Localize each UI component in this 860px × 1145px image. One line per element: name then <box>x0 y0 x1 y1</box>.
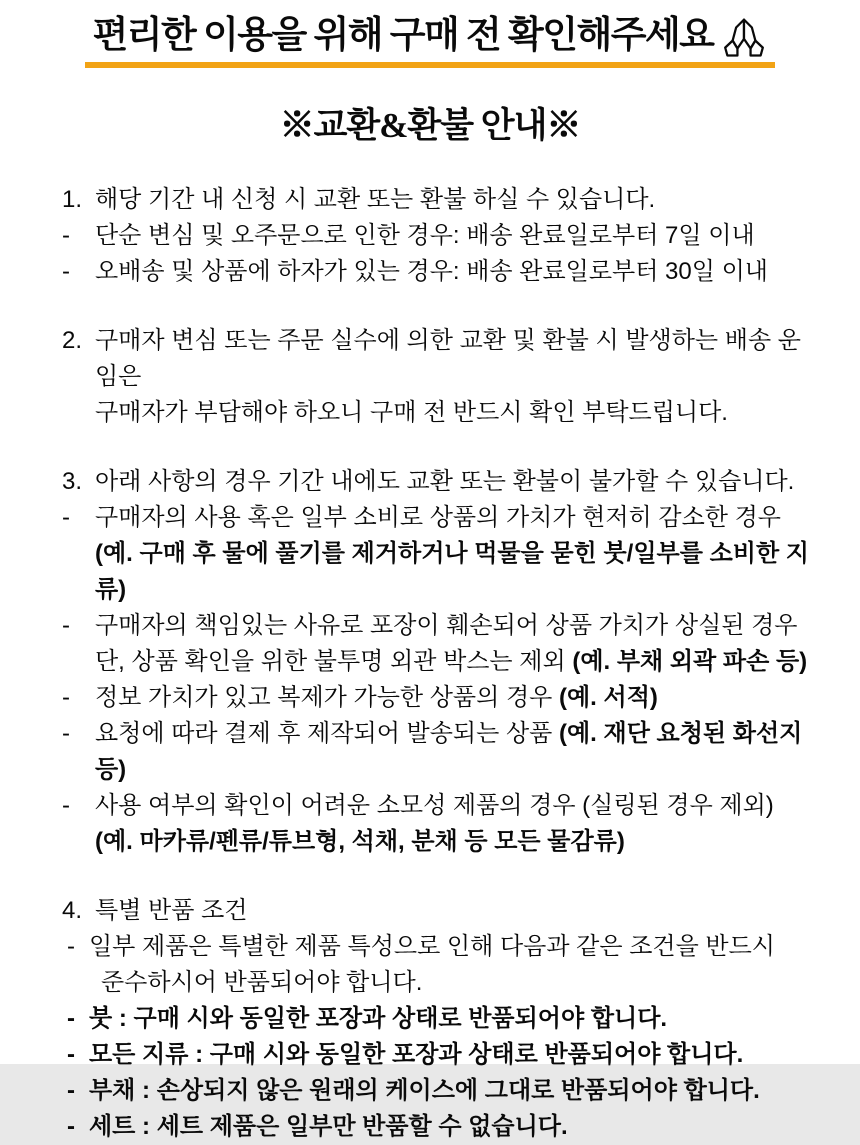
line-content <box>95 716 824 788</box>
text-run: 부채 : 손상되지 않은 원래의 케이스에 그대로 반품되어야 합니다. <box>89 1076 760 1104</box>
text-run: 단순 변심 및 오주문으로 인한 경우: 배송 완료일로부터 7일 이내 <box>95 221 755 249</box>
line-marker: - <box>62 257 70 285</box>
line-content <box>95 680 658 716</box>
line-content <box>89 1037 743 1073</box>
line-marker: - <box>62 719 70 747</box>
notice-line <box>62 464 824 500</box>
line-marker: 3. <box>62 467 83 495</box>
text-run: (예. 부채 외곽 파손 등) <box>572 647 808 675</box>
line-content <box>89 1109 568 1145</box>
text-run: 오배송 및 상품에 하자가 있는 경우: 배송 완료일로부터 30일 이내 <box>95 257 768 285</box>
text-run: 구매자가 부담해야 하오니 구매 전 반드시 확인 부탁드립니다. <box>95 398 728 426</box>
line-content <box>89 1073 760 1109</box>
text-run: 구매자의 사용 혹은 일부 소비로 상품의 가치가 현저히 감소한 경우 <box>95 503 781 531</box>
line-marker: 2. <box>62 326 83 354</box>
text-run: (예. 서적) <box>559 683 658 711</box>
line-marker: 1. <box>62 185 83 213</box>
folded-hands-icon <box>721 17 767 59</box>
text-run: 구매자의 책임있는 사유로 포장이 훼손되어 상품 가치가 상실된 경우 <box>95 611 798 639</box>
line-marker: 4. <box>62 896 83 924</box>
notice-line <box>62 500 824 536</box>
notice-line <box>62 1037 824 1073</box>
notice-line <box>62 929 824 965</box>
line-marker: - <box>67 1076 75 1104</box>
line-marker: - <box>62 683 70 711</box>
text-run: 모든 지류 : 구매 시와 동일한 포장과 상태로 반품되어야 합니다. <box>89 1040 744 1068</box>
notice-line <box>62 716 824 788</box>
line-marker: - <box>62 611 70 639</box>
notice-line <box>62 254 824 290</box>
line-content <box>95 395 728 431</box>
notice-line <box>62 323 824 395</box>
notice-header <box>0 0 860 148</box>
text-run: 세트 : 세트 제품은 일부만 반품할 수 없습니다. <box>89 1112 568 1140</box>
text-run: 준수하시어 반품되어야 합니다. <box>101 968 423 996</box>
line-marker: - <box>62 791 70 819</box>
page-title-block <box>85 16 776 68</box>
notice-body <box>0 148 860 1145</box>
notice-line <box>62 1073 824 1109</box>
line-marker: - <box>62 503 70 531</box>
notice-line <box>62 893 824 929</box>
notice-line <box>62 218 824 254</box>
line-content <box>95 323 824 395</box>
notice-section <box>62 182 824 290</box>
line-content <box>95 464 794 500</box>
text-run: (예. 재단 요청된 화선지 등) <box>95 719 809 783</box>
notice-section <box>62 464 824 860</box>
notice-section <box>62 323 824 431</box>
line-content <box>95 254 768 290</box>
text-run: 아래 사항의 경우 기간 내에도 교환 또는 환불이 불가할 수 있습니다. <box>95 467 795 495</box>
text-run: 단, 상품 확인을 위한 불투명 외관 박스는 제외 <box>95 647 573 675</box>
notice-line <box>62 965 824 1001</box>
notice-line <box>62 680 824 716</box>
notice-line <box>62 395 824 431</box>
page-title-text: 편리한 이용을 위해 구매 전 확인해주세요 <box>92 15 714 56</box>
line-content <box>95 218 755 254</box>
notice-line <box>62 1001 824 1037</box>
line-content <box>95 644 807 680</box>
text-run: (예. 구매 후 물에 풀기를 제거하거나 먹물을 묻힌 붓/일부를 소비한 지류) <box>95 539 809 603</box>
line-content <box>95 500 781 536</box>
text-run: 해당 기간 내 신청 시 교환 또는 환불 하실 수 있습니다. <box>95 185 656 213</box>
line-marker: - <box>62 221 70 249</box>
text-run: 사용 여부의 확인이 어려운 소모성 제품의 경우 (실링된 경우 제외) <box>95 791 774 819</box>
text-run: 요청에 따라 결제 후 제작되어 발송되는 상품 <box>95 719 559 747</box>
notice-line <box>62 182 824 218</box>
line-marker: - <box>67 932 75 960</box>
line-content <box>89 1001 667 1037</box>
notice-section <box>62 893 824 1145</box>
line-content <box>101 965 422 1001</box>
text-run: 일부 제품은 특별한 제품 특성으로 인해 다음과 같은 조건을 반드시 <box>89 932 775 960</box>
notice-line <box>62 644 824 680</box>
text-run: 정보 가치가 있고 복제가 가능한 상품의 경우 <box>95 683 559 711</box>
line-content <box>95 182 655 218</box>
line-content <box>95 536 824 608</box>
page-subtitle: ※교환&환불 안내※ <box>279 105 581 145</box>
line-content <box>95 788 774 824</box>
page-title <box>93 16 714 57</box>
notice-line <box>62 608 824 644</box>
notice-line <box>62 536 824 608</box>
line-marker: - <box>67 1112 75 1140</box>
line-content <box>95 893 247 929</box>
line-marker: - <box>67 1040 75 1068</box>
text-run: (예. 마카류/펜류/튜브형, 석채, 분채 등 모든 물감류) <box>95 827 625 855</box>
text-run: 붓 : 구매 시와 동일한 포장과 상태로 반품되어야 합니다. <box>89 1004 668 1032</box>
line-marker: - <box>67 1004 75 1032</box>
line-content <box>89 929 775 965</box>
text-run: 구매자 변심 또는 주문 실수에 의한 교환 및 환불 시 발생하는 배송 운임은 <box>95 326 801 390</box>
notice-line <box>62 788 824 824</box>
line-content <box>95 608 798 644</box>
line-content <box>95 824 625 860</box>
text-run: 특별 반품 조건 <box>95 896 248 924</box>
notice-line <box>62 1109 824 1145</box>
notice-line <box>62 824 824 860</box>
